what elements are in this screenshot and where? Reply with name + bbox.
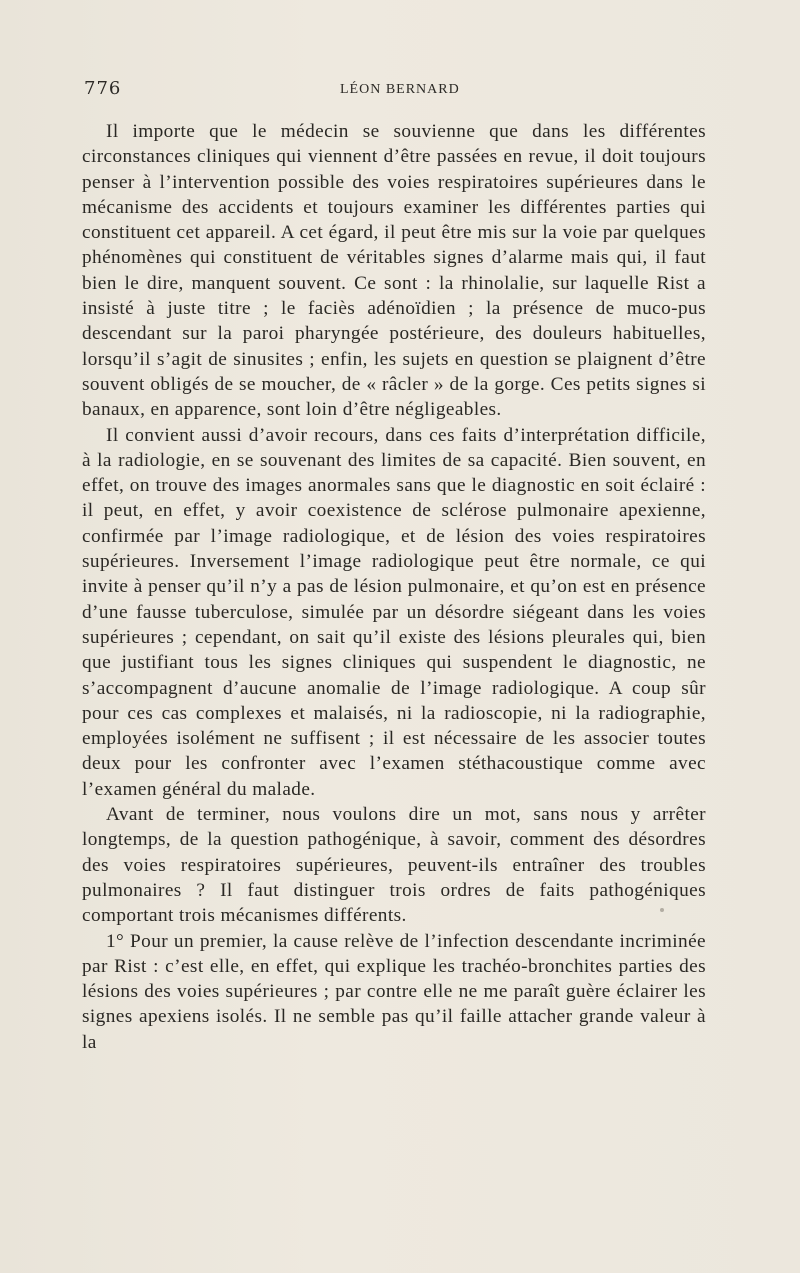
running-head: LÉON BERNARD: [340, 82, 460, 97]
paragraph-4: 1° Pour un premier, la cause relève de l’infection descendante incriminée par Rist : c’est elle, en effet, qui explique les trachéo-bronchites parties des lésions des voies supérieures ; par contre elle ne me paraît guère éclairer les signes apexiens isolés. Il ne semble pas qu’il faille attacher grande valeur à la: [82, 930, 706, 1053]
page-number: 776: [84, 78, 122, 99]
body-text: [82, 119, 706, 1055]
paragraph-1: Il importe que le médecin se souvienne que dans les différentes circonstances cliniques qui viennent d’être passées en revue, il doit toujours penser à l’intervention possible des voies respiratoires supérieures dans le mécanisme des accidents et toujours examiner les différentes parties qui constituent cet appareil. A cet égard, il peut être mis sur la voie par quelques phénomènes qui constituent de véritables signes d’alarme mais qui, il faut bien le dire, manquent souvent. Ce sont : la rhinolalie, sur laquelle Rist a insisté à juste titre ; le faciès adénoïdien ; la présence de muco-pus descendant sur la paroi pharyngée postérieure, des douleurs habituelles, lorsqu’il s’agit de sinusites ; enfin, les sujets en question se plaignent d’être souvent obligés de se moucher, de « râcler » de la gorge. Ces petits signes si banaux, en apparence, sont loin d’être négligeables.: [82, 121, 706, 421]
paragraph-2: Il convient aussi d’avoir recours, dans ces faits d’interprétation difficile, à la radiologie, en se souvenant des limites de sa capacité. Bien souvent, en effet, on trouve des images anormales sans que le diagnostic en soit éclairé : il peut, en effet, y avoir coexistence de sclérose pulmonaire apexienne, confirmée par l’image radiologique, et de lésion des voies respiratoires supérieures. Inversement l’image radiologique peut être normale, ce qui invite à penser qu’il n’y a pas de lésion pulmonaire, et qu’on est en présence d’une fausse tuberculose, simulée par un désordre siégeant dans les voies supérieures ; cependant, on sait qu’il existe des lésions pleurales qui, bien que justifiant tous les signes cliniques qui suspendent le diagnostic, ne s’accompagnent d’aucune anomalie de l’image radiologique. A coup sûr pour ces cas complexes et malaisés, ni la radioscopie, ni la radiographie, employées isolément ne suffisent ; il est nécessaire de les associer toutes deux pour les confronter avec l’examen stéthacoustique comme avec l’examen général du malade.: [82, 424, 706, 800]
page-header: [84, 78, 714, 102]
paragraph-3: Avant de terminer, nous voulons dire un mot, sans nous y arrêter longtemps, de la question pathogénique, à savoir, comment des désordres des voies respiratoires supérieures, peuvent-ils entraîner des troubles pulmonaires ? Il faut distinguer trois ordres de faits pathogéniques comportant trois mécanismes différents.: [82, 804, 706, 927]
paper-speck: [660, 908, 664, 912]
